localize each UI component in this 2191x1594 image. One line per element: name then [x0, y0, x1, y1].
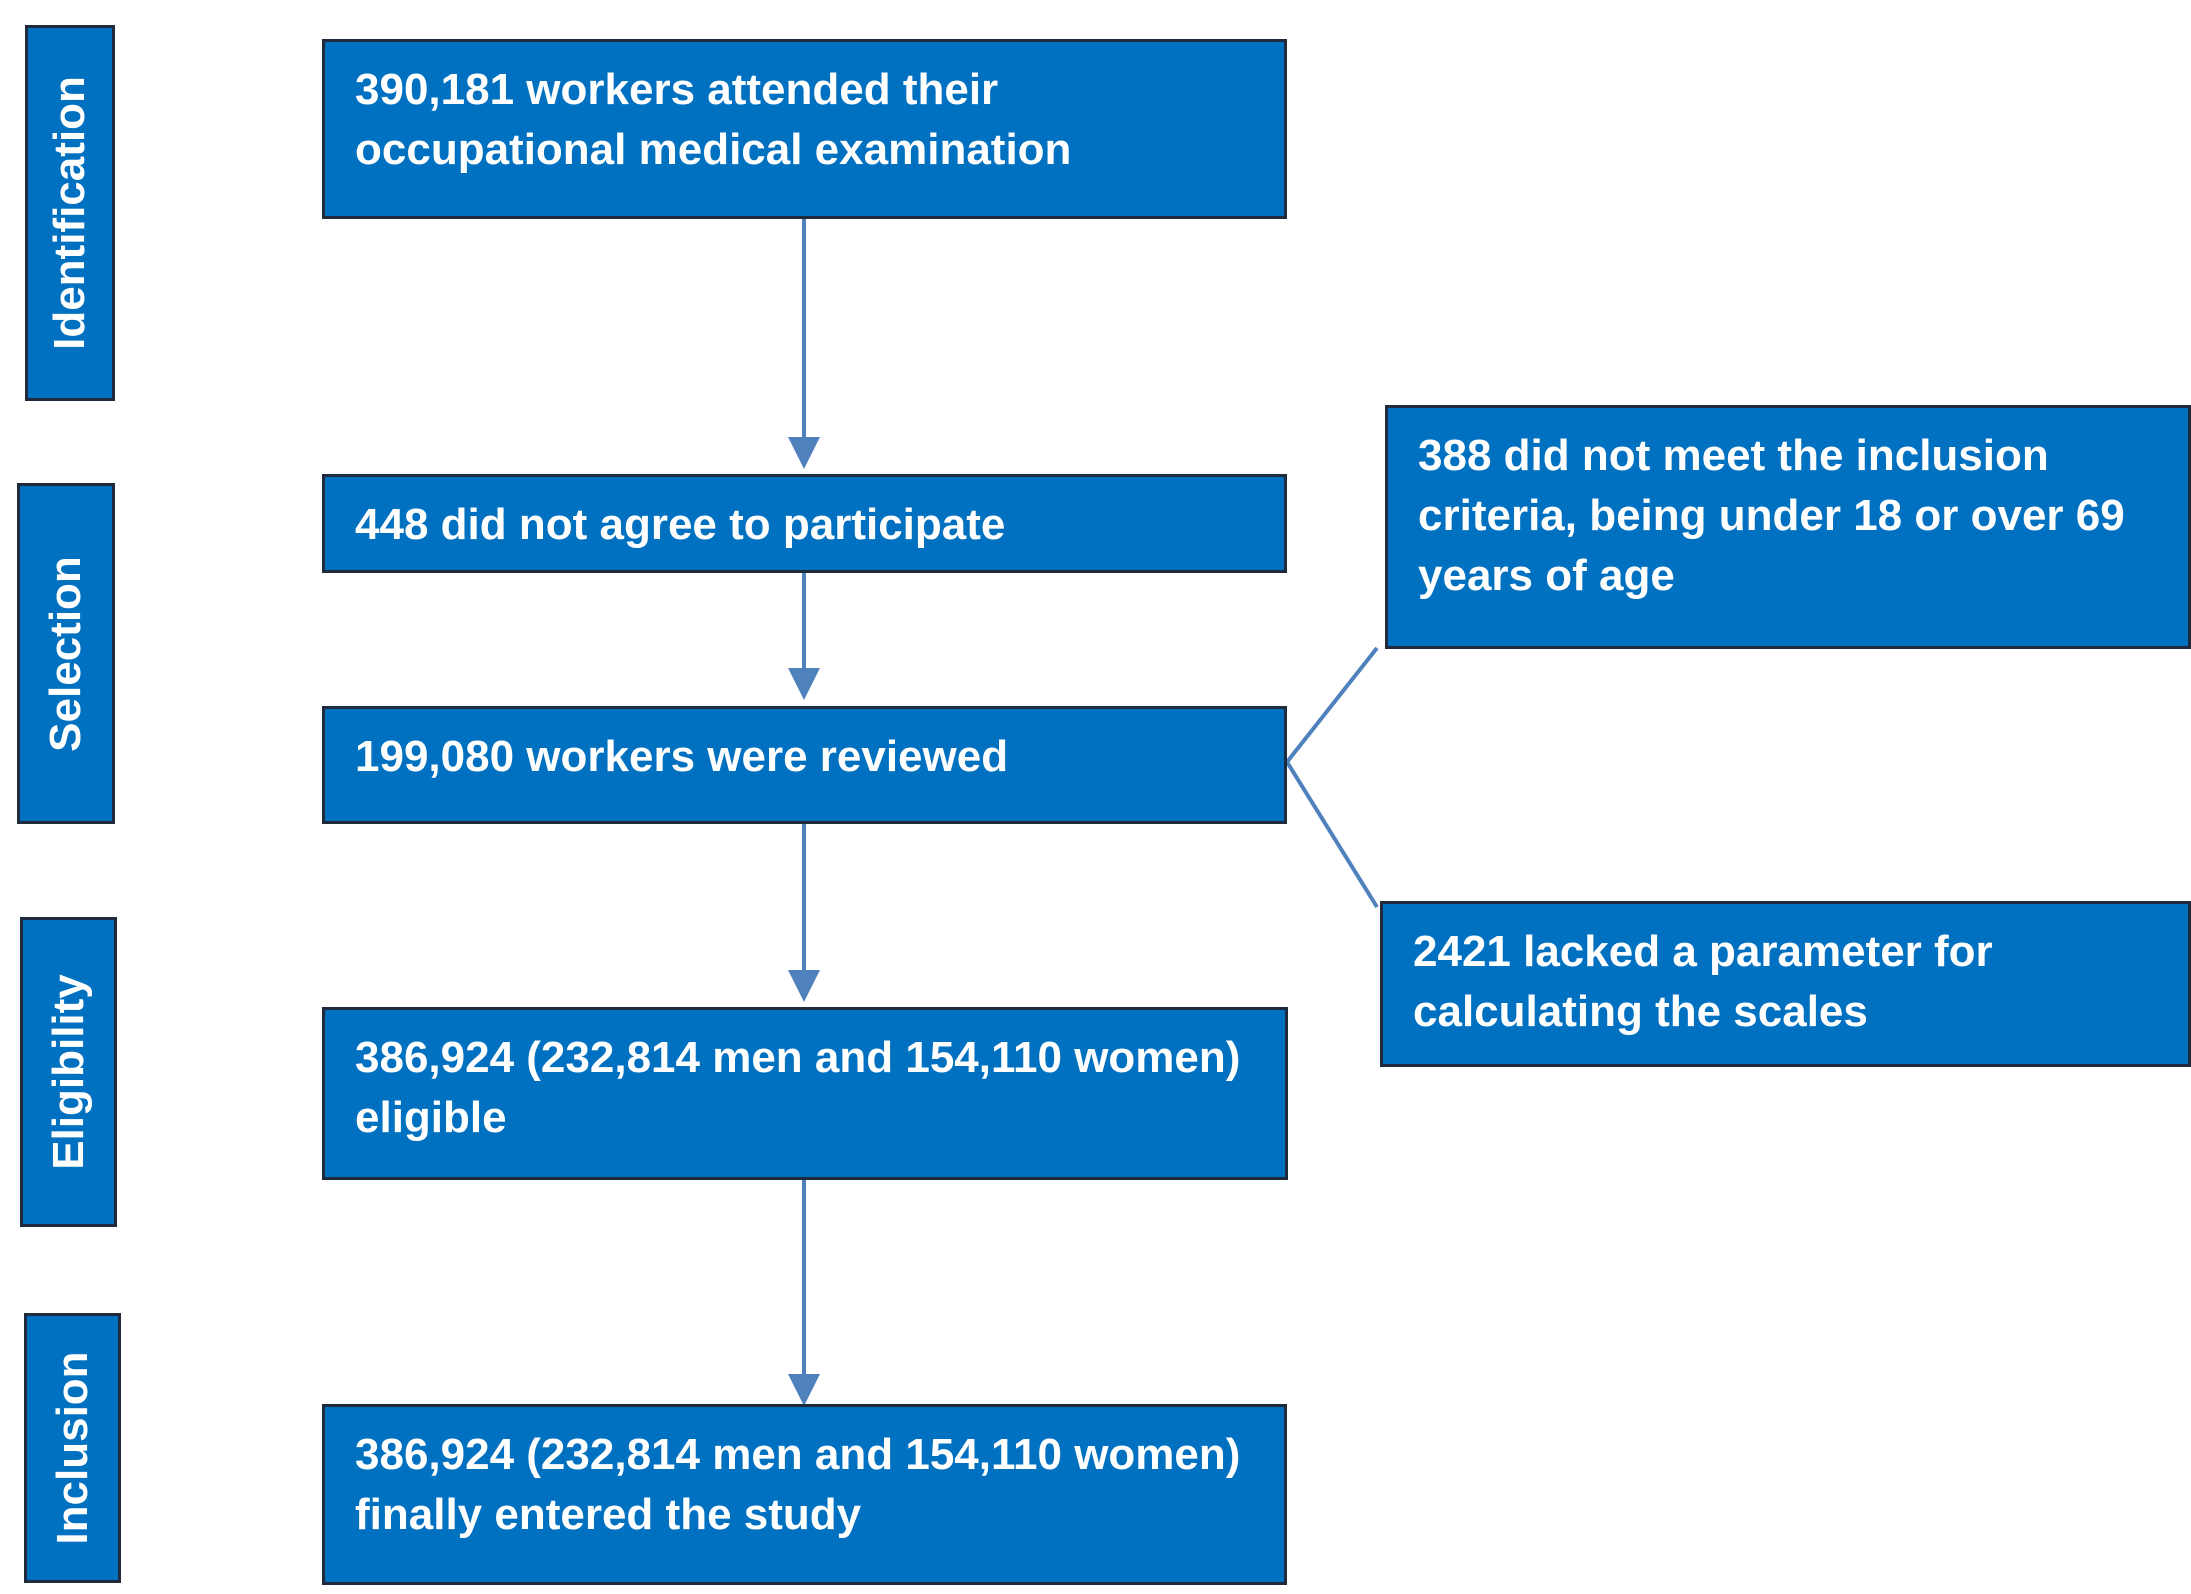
- branch-to-excluded-parameter: [1287, 762, 1377, 907]
- box-finally-entered: 386,924 (232,814 men and 154,110 women) finally entered the study: [322, 1404, 1287, 1585]
- stage-eligibility-label: Eligibility: [43, 974, 93, 1170]
- box-excluded-age: 388 did not meet the inclusion criteria, being under 18 or over 69 years of age: [1385, 405, 2191, 649]
- box-excluded-parameter: 2421 lacked a parameter for calculating the scales: [1380, 901, 2191, 1067]
- box-eligible: 386,924 (232,814 men and 154,110 women) eligible: [322, 1007, 1288, 1180]
- stage-identification-label: Identification: [45, 76, 94, 350]
- branch-to-excluded-age: [1287, 648, 1377, 762]
- box-attended-examination: 390,181 workers attended their occupational medical examination: [322, 39, 1287, 219]
- box-did-not-agree: 448 did not agree to participate: [322, 474, 1287, 573]
- stage-selection-label: Selection: [41, 555, 90, 752]
- box-workers-reviewed: 199,080 workers were reviewed: [322, 706, 1287, 824]
- stage-inclusion-label: Inclusion: [47, 1351, 97, 1545]
